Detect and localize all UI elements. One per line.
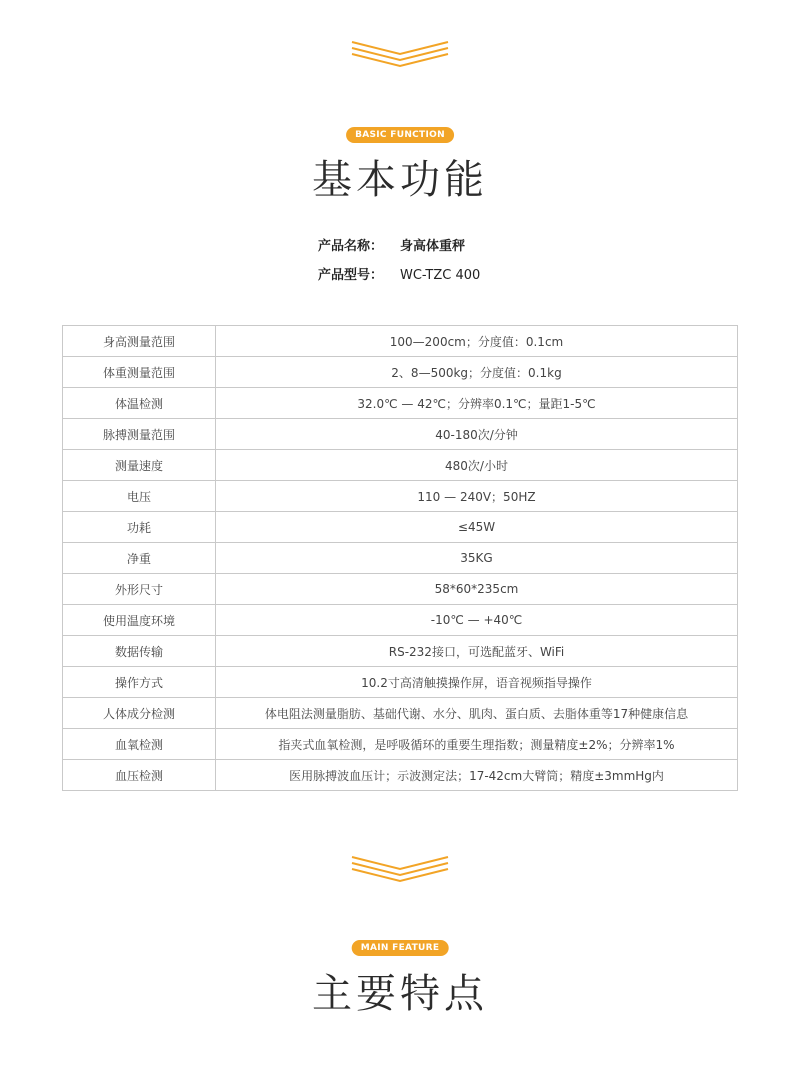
section-title-main-feature: 主要特点 [312, 971, 488, 1017]
product-model-row [318, 264, 480, 283]
product-name-row [318, 235, 465, 254]
table-row [63, 698, 738, 729]
spec-value: 480次/小时 [216, 450, 738, 481]
spec-value: 35KG [216, 543, 738, 574]
table-row [63, 605, 738, 636]
section-badge-basic-function: BASIC FUNCTION [346, 127, 454, 143]
table-row [63, 450, 738, 481]
spec-value: 58*60*235cm [216, 574, 738, 605]
section-badge-main-feature: MAIN FEATURE [352, 940, 449, 956]
product-name-value: 身高体重秤 [400, 239, 466, 254]
spec-value: 10.2寸高清触摸操作屏，语音视频指导操作 [216, 667, 738, 698]
spec-value: ≤45W [216, 512, 738, 543]
spec-label: 净重 [63, 543, 216, 574]
spec-value: 2、8—500kg；分度值：0.1kg [216, 357, 738, 388]
spec-value: 医用脉搏波血压计；示波测定法；17-42cm大臂筒；精度±3mmHg内 [216, 760, 738, 791]
spec-label: 人体成分检测 [63, 698, 216, 729]
spec-label: 血氧检测 [63, 729, 216, 760]
spec-label: 身高测量范围 [63, 326, 216, 357]
table-row [63, 729, 738, 760]
spec-label: 使用温度环境 [63, 605, 216, 636]
product-name-label: 产品名称： [318, 239, 384, 254]
spec-value: 32.0℃ — 42℃；分辨率0.1℃；量距1-5℃ [216, 388, 738, 419]
table-row [63, 419, 738, 450]
spec-label: 操作方式 [63, 667, 216, 698]
spec-value: -10℃ — +40℃ [216, 605, 738, 636]
spec-value: 100—200cm；分度值：0.1cm [216, 326, 738, 357]
spec-label: 数据传输 [63, 636, 216, 667]
table-row [63, 388, 738, 419]
table-row [63, 636, 738, 667]
spec-label: 外形尺寸 [63, 574, 216, 605]
spec-label: 功耗 [63, 512, 216, 543]
table-row [63, 481, 738, 512]
spec-value: 指夹式血氧检测，是呼吸循环的重要生理指数；测量精度±2%；分辨率1% [216, 729, 738, 760]
product-model-value: WC-TZC 400 [400, 268, 481, 283]
spec-value: RS-232接口，可选配蓝牙、WiFi [216, 636, 738, 667]
specs-table [62, 325, 738, 791]
table-row [63, 667, 738, 698]
spec-value: 40-180次/分钟 [216, 419, 738, 450]
table-row [63, 760, 738, 791]
spec-value: 110 — 240V；50HZ [216, 481, 738, 512]
table-row [63, 512, 738, 543]
spec-label: 体重测量范围 [63, 357, 216, 388]
chevron-down-icon [350, 40, 450, 80]
spec-label: 电压 [63, 481, 216, 512]
section-title-basic-function: 基本功能 [312, 157, 488, 203]
chevron-down-icon [350, 855, 450, 895]
spec-label: 脉搏测量范围 [63, 419, 216, 450]
table-row [63, 574, 738, 605]
table-row [63, 543, 738, 574]
spec-label: 体温检测 [63, 388, 216, 419]
table-row [63, 357, 738, 388]
spec-label: 测量速度 [63, 450, 216, 481]
product-model-label: 产品型号： [318, 268, 384, 283]
table-row [63, 326, 738, 357]
spec-value: 体电阻法测量脂肪、基础代谢、水分、肌肉、蛋白质、去脂体重等17种健康信息 [216, 698, 738, 729]
spec-label: 血压检测 [63, 760, 216, 791]
